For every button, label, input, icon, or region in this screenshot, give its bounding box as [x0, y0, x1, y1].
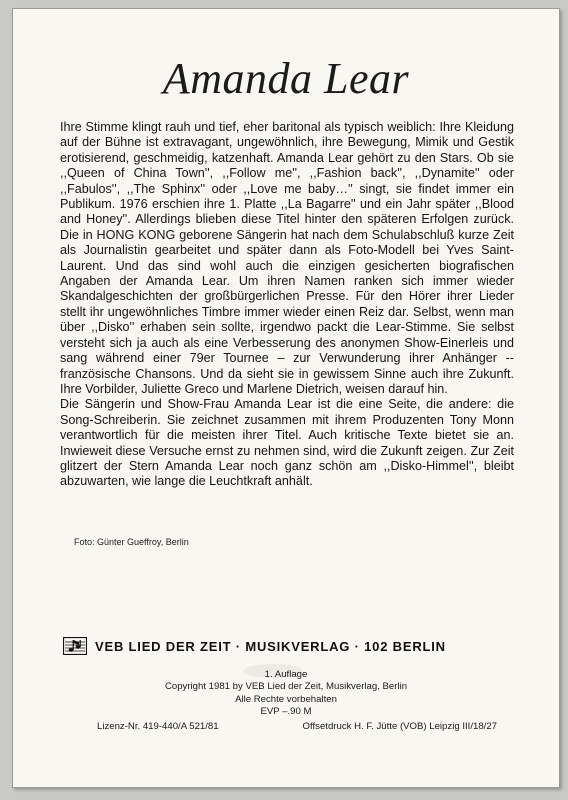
price: EVP –.90 M	[260, 706, 312, 718]
publisher-name: VEB LIED DER ZEIT · MUSIKVERLAG · 102 BERLIN	[95, 638, 446, 654]
copyright-line: Copyright 1981 by VEB Lied der Zeit, Musikverlag, Berlin	[164, 681, 408, 693]
edition: 1. Auflage	[264, 669, 308, 680]
bio-paragraph: Die Sängerin und Show-Frau Amanda Lear ist die eine Seite, die andere: die Song-Schreiberin. Sie zeichnet zusammen mit ihrem Produzenten Tony Monn verantwortlich für die meisten ihrer Titel. Auch kritische Texte bietet sie an. Inwieweit diese Versuche ernst zu nehmen sind, wird die Zukunft zeigen. Zur Zeit glitzert der Stern Amanda Lear noch ganz schön am ,,Disko-Himmel'', bleibt abzuwarten, wie lange die Leuchtkraft anhält.	[60, 397, 514, 489]
postcard-back	[12, 8, 560, 788]
publisher-line	[63, 635, 523, 657]
printer-info: Offsetdruck H. F. Jütte (VOB) Leipzig III/18/27	[302, 721, 497, 732]
photo-credit: Foto: Günter Gueffroy, Berlin	[74, 537, 189, 547]
music-score-logo-icon	[63, 637, 87, 655]
license-number: Lizenz-Nr. 419-440/A 521/81	[97, 721, 219, 732]
biography-text	[60, 120, 514, 490]
license-line	[97, 721, 497, 732]
page-title: Amanda Lear	[162, 54, 410, 103]
rights-line: Alle Rechte vorbehalten	[235, 693, 337, 705]
bio-paragraph: Ihre Stimme klingt rauh und tief, eher baritonal als typisch weiblich: Ihre Kleidung auf der Bühne ist extravagant, ungewöhnlich, ihre Bewegung, Mimik und Gestik erotisierend, geschmeidig, katzenhaft. Amanda Lear gehört zu den Stars. Ob sie ,,Queen of China Town'', ,,Follow me'', ,,Fashion back'', ,,Dynamite'' oder ,,Fabulos'', ,,The Sphinx'' oder ,,Love me baby…'' singt, sie findet immer ein Publikum. 1976 erschien ihre 1. Platte ,,La Bagarre'' und ein Jahr später ,,Blood and Honey''. Allerdings blieben diese Titel hinter den späteren Erfolgen zurück. Die in HONG KONG geborene Sängerin hat nach dem Schulabschluß kurze Zeit als Journalistin gearbeitet und später dann als Foto-Modell bei Yves Saint-Laurent. Und das sind wohl auch die einzigen gesicherten biografischen Angaben der Amanda Lear. Um ihren Namen ranken sich immer wieder Skandalgeschichten der großbürgerlichen Presse. Für den Hörer ihrer Lieder stellt ihr ungewöhnliches Timbre immer wieder einen Reiz dar. Selbst, wenn man über ,,Disko'' erhaben sein sollte, irgendwo packt die Lear-Stimme. Sie selbst versteht sich ja auch als eine Verbesserung des anonymen Show-Einerleis und sang während einer 79er Tournee – zur Verwunderung ihrer Anhänger -- französische Chansons. Und da sieht sie in gewissem Sinne auch ihre Zukunft. Ihre Vorbilder, Juliette Greco und Marlene Dietrich, weisen darauf hin.	[60, 120, 514, 396]
imprint-block	[13, 669, 559, 719]
